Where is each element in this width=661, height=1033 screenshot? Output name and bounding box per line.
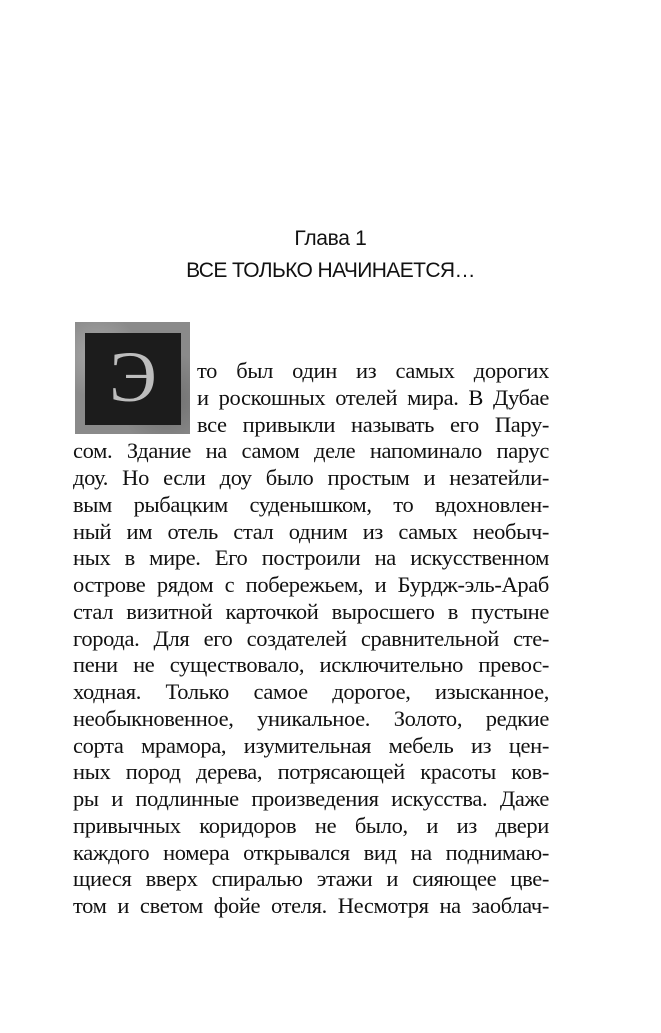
text-line: привычных коридоров не было, и из двери [73,812,549,838]
body-paragraph [73,358,549,920]
text-line: города. Для его создателей сравнительной сте- [73,625,549,651]
text-line: каждого номера открывался вид на поднимаю- [73,839,549,865]
text-line: вым рыбацким суденышком, то вдохновлен- [73,491,549,517]
text-line: том и светом фойе отеля. Несмотря на заоблач- [73,893,549,918]
text-line: то был один из самых дорогих [197,358,549,383]
text-line: ный им отель стал одним из самых необыч- [73,518,549,544]
text-line: ных пород дерева, потрясающей красоты ков- [73,759,549,785]
text-line: доу. Но если доу было простым и незатейли- [73,465,549,490]
chapter-title: ВСЕ ТОЛЬКО НАЧИНАЕТСЯ… [186,259,475,282]
text-line: все привыкли называть его Пару- [197,411,549,437]
text-line: необыкновенное, уникальное. Золото, редкие [73,705,549,731]
text-line: ры и подлинные произведения искусства. Даже [73,786,549,811]
chapter-number: Глава 1 [294,227,367,250]
dropcap-letter: Э [109,337,157,417]
text-line: сом. Здание на самом деле напоминало парус [73,438,549,464]
text-line: стал визитной карточкой выросшего в пустыне [73,598,549,624]
text-line: острове рядом с побережьем, и Бурдж-эль-Араб [73,572,549,597]
text-line: ных в мире. Его построили на искусственном [73,545,549,571]
text-line: ходная. Только самое дорогое, изысканное, [73,679,549,704]
text-line: пени не существовало, исключительно превос- [73,652,549,678]
text-line: щиеся вверх спиралью этажи и сияющее цве- [73,866,549,892]
text-line: и роскошных отелей мира. В Дубае [197,384,549,410]
text-line: сорта мрамора, изумительная мебель из цен- [73,732,549,758]
